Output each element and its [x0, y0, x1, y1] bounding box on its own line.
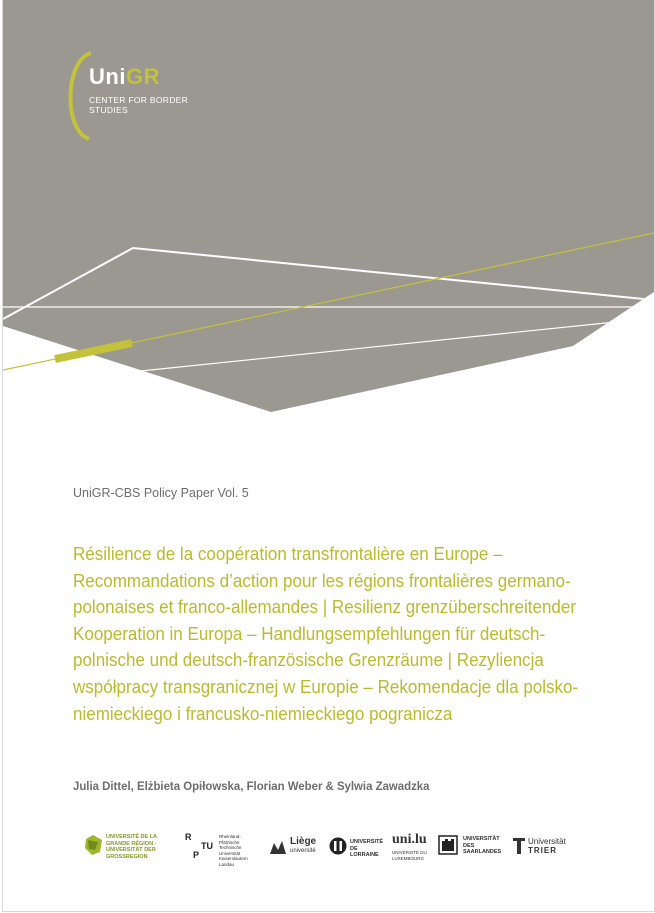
unilu-sub: UNIVERSITÉ DU LUXEMBOURG	[392, 850, 427, 861]
rptu-text: Rheinland-Pfälzische Technische Universität Kaiserslautern Landau	[219, 834, 248, 867]
saarland-text: UNIVERSITÄT DES SAARLANDES	[463, 836, 502, 855]
lorraine-text: UNIVERSITÉ DE LORRAINE	[350, 839, 384, 858]
unigr-logo	[61, 50, 201, 145]
partner-logo-liege	[269, 836, 324, 866]
series-label: UniGR-CBS Policy Paper Vol. 5	[73, 486, 249, 500]
trier-icon	[513, 838, 525, 854]
rptu-letter-p: P	[193, 850, 200, 860]
logo-subtitle: CENTER FOR BORDER STUDIES	[89, 95, 189, 115]
trier-name: Universität	[528, 837, 566, 846]
partner-logo-saarland	[437, 833, 507, 868]
liege-sub: université	[290, 848, 316, 854]
partner-logo-rptu	[185, 832, 260, 872]
cover-page	[2, 0, 655, 912]
partner-logos	[81, 826, 581, 876]
partner-logo-granderegion	[81, 832, 166, 872]
logo-name: UniGR	[89, 64, 160, 89]
trier-sub: TRIER	[528, 846, 557, 855]
liege-icon	[269, 838, 287, 856]
granderegion-text: UNIVERSITÉ DE LA GRANDE RÉGION · UNIVERSITÄT DER GROSSREGION	[106, 834, 157, 860]
partner-logo-lorraine	[329, 834, 384, 864]
author-list: Julia Dittel, Elżbieta Opiłowska, Florian Weber & Sylwia Zawadzka	[73, 779, 430, 793]
liege-name: Liège	[290, 836, 317, 847]
rptu-letter-tu: TU	[201, 841, 213, 851]
partner-logo-trier	[513, 836, 583, 861]
partner-logo-unilu	[392, 832, 432, 872]
saarland-crest-icon	[437, 833, 459, 857]
document-title: Résilience de la coopération transfrontalière en Europe – Recommandations d’action pour les régions frontalières germano-polonaises et franco-allemandes | Resilienz grenzüberschreitender Kooperation in Europa – Handlungsempfehlungen für deutsch-polnische und deutsch-französische Grenzräume | Rezyliencja współpracy transgranicznej w Europie – Rekomendacje dla polsko-niemieckiego i francusko-niemieckiego pogranicza	[73, 543, 579, 724]
rptu-letter-r: R	[185, 832, 192, 842]
granderegion-icon	[83, 834, 103, 856]
unilu-name: uni.lu	[392, 832, 427, 847]
lorraine-icon	[329, 837, 347, 855]
